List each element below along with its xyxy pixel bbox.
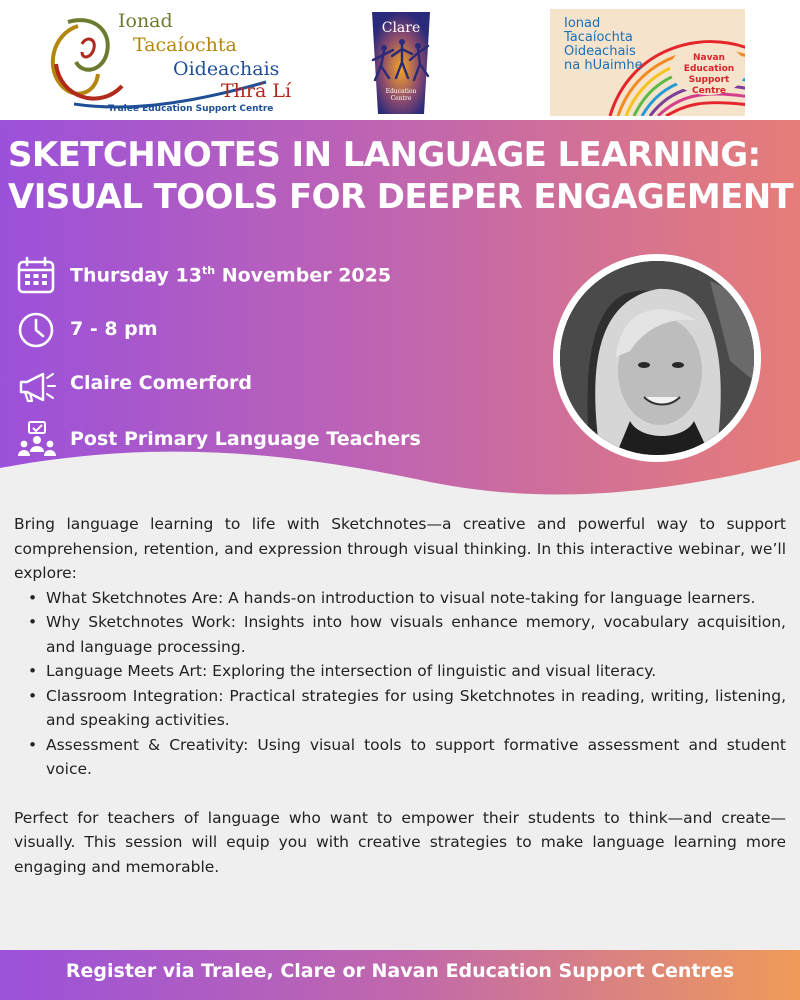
navan-logo-line2: Tacaíochta bbox=[564, 30, 633, 45]
title-line1: SKETCHNOTES IN LANGUAGE LEARNING: bbox=[8, 135, 761, 175]
closing-paragraph: Perfect for teachers of language who want to empower their students to think—and create—visually. This session will equip you with creative strategies to make language learning more engaging and memorable. bbox=[14, 808, 786, 876]
navan-logo-side-line1: Navan bbox=[693, 53, 725, 63]
audience-text: Post Primary Language Teachers bbox=[70, 428, 421, 450]
clare-logo-name: Clare bbox=[381, 20, 421, 36]
list-item-text: Classroom Integration: Practical strategies for using Sketchnotes in reading, writing, listening, and speaking activities. bbox=[46, 686, 786, 729]
navan-logo-text bbox=[564, 17, 643, 73]
navan-logo-side-line3: Support Centre bbox=[688, 75, 730, 96]
list-item bbox=[14, 610, 786, 659]
bullet-icon: • bbox=[28, 588, 38, 607]
clare-logo-subtitle-line2: Centre bbox=[390, 95, 412, 102]
event-date-month-year: November 2025 bbox=[215, 264, 392, 287]
hero-banner bbox=[0, 120, 800, 500]
list-item-text: Language Meets Art: Exploring the intersection of linguistic and visual literacy. bbox=[46, 662, 657, 680]
list-item-text: What Sketchnotes Are: A hands-on introduction to visual note-taking for language learners. bbox=[46, 588, 756, 607]
navan-logo-side-text bbox=[677, 53, 741, 97]
registration-banner[interactable] bbox=[0, 950, 800, 1000]
event-time-text: 7 - 8 pm bbox=[70, 318, 158, 340]
navan-logo-line4: na hUaimhe bbox=[564, 58, 643, 73]
bullet-icon: • bbox=[28, 613, 38, 631]
navan-logo bbox=[550, 9, 745, 116]
registration-text: Register via Tralee, Clare or Navan Education Support Centres bbox=[65, 960, 735, 982]
clare-logo-subtitle bbox=[362, 88, 440, 102]
event-date-day: Thursday 13 bbox=[70, 264, 202, 287]
presenter-name: Claire Comerford bbox=[70, 372, 253, 394]
tralee-logo-line2: Tacaíochta bbox=[133, 34, 237, 56]
tralee-logo-line4: Thrá Lí bbox=[221, 80, 292, 102]
list-item bbox=[14, 733, 786, 782]
clare-logo bbox=[362, 10, 440, 116]
navan-logo-side-line2: Education bbox=[683, 64, 735, 74]
bullet-icon: • bbox=[28, 686, 38, 705]
list-item-text: Assessment & Creativity: Using visual tools to support formative assessment and student voice. bbox=[46, 735, 786, 778]
bullet-icon: • bbox=[28, 662, 38, 680]
bullet-icon: • bbox=[28, 735, 38, 754]
intro-paragraph: Bring language learning to life with Sketchnotes—a creative and powerful way to support comprehension, retention, and expression through visual thinking. In this interactive webinar, we’ll explore: bbox=[14, 515, 786, 582]
navan-logo-line3: Oideachais bbox=[564, 44, 636, 59]
navan-logo-line1: Ionad bbox=[564, 16, 601, 31]
tralee-logo-subtitle: Tralee Education Support Centre bbox=[108, 104, 274, 114]
list-item bbox=[14, 659, 786, 684]
logo-header bbox=[0, 0, 800, 120]
topics-list bbox=[14, 586, 786, 782]
list-item bbox=[14, 586, 786, 611]
tralee-logo-line1: Ionad bbox=[118, 10, 173, 32]
list-item bbox=[14, 684, 786, 733]
event-date-ordinal: th bbox=[201, 264, 216, 277]
clare-logo-subtitle-line1: Education bbox=[385, 88, 417, 95]
title-line2: VISUAL TOOLS FOR DEEPER ENGAGEMENT bbox=[8, 177, 794, 217]
list-item-text: Why Sketchnotes Work: Insights into how visuals enhance memory, vocabulary acquisition, and language processing. bbox=[46, 613, 786, 656]
hero-wave-divider bbox=[0, 120, 800, 500]
event-description bbox=[14, 512, 786, 879]
tralee-logo-line3: Oideachais bbox=[173, 58, 280, 80]
tralee-logo bbox=[38, 8, 292, 116]
